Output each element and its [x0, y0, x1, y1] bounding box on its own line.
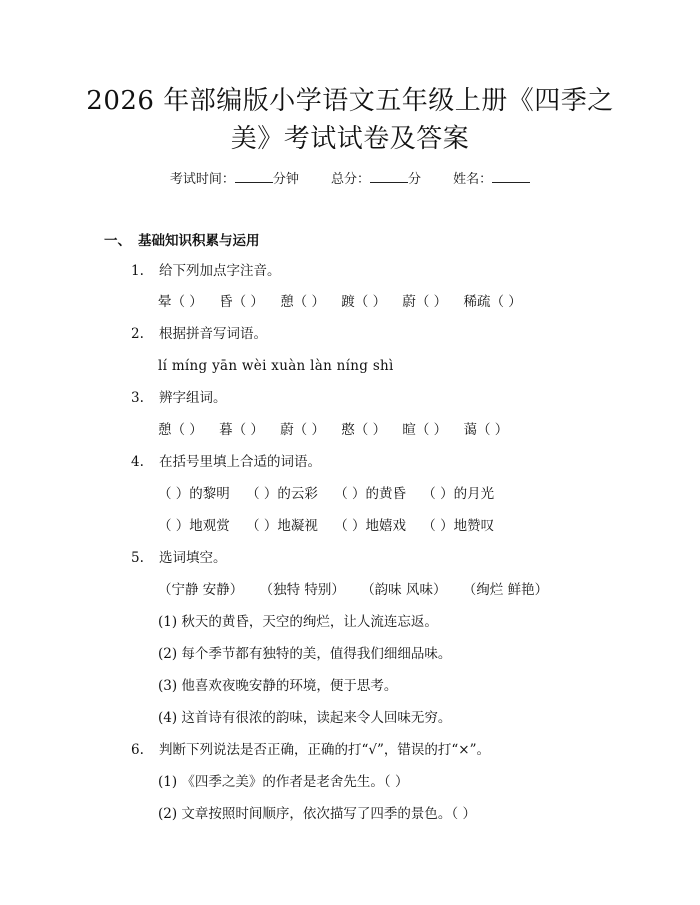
judge-statement-1: (1) 《四季之美》的作者是老舍先生。（ ）	[158, 774, 409, 790]
total-score-blank[interactable]	[370, 170, 408, 183]
word-option: （韵味 风味）	[361, 582, 447, 598]
answer-item[interactable]: （ ）地观赏	[158, 518, 230, 534]
question-1	[131, 262, 281, 280]
question-4	[131, 453, 321, 471]
answer-item[interactable]: 蔼（ ）	[463, 422, 509, 438]
question-number: 3.	[131, 390, 144, 406]
exam-time	[170, 170, 299, 189]
answer-item[interactable]: 晕（ ）	[158, 294, 203, 310]
section-number: 一、	[104, 233, 131, 249]
fill-sentence-3: (3) 他喜欢夜晚安静的环境，便于思考。	[158, 678, 398, 694]
word-option: （绚烂 鲜艳）	[462, 582, 549, 598]
answer-item[interactable]: （ ）的黎明	[158, 486, 230, 502]
word-option: （宁静 安静）	[158, 582, 244, 598]
question-3	[131, 389, 227, 407]
answer-item[interactable]: （ ）的云彩	[246, 486, 318, 502]
question-number: 2.	[131, 326, 144, 342]
exam-time-blank[interactable]	[235, 170, 273, 183]
fill-sentence-4: (4) 这首诗有很浓的韵味，读起来令人回味无穷。	[158, 710, 452, 726]
answer-item[interactable]: 暄（ ）	[402, 422, 448, 438]
question-text: 判断下列说法是否正确，正确的打“√”，错误的打“×”。	[159, 742, 491, 758]
exam-time-label: 考试时间：	[169, 172, 235, 187]
answer-item[interactable]: （ ）地嬉戏	[334, 518, 406, 534]
total-score-unit: 分	[408, 172, 422, 187]
total-score	[331, 170, 421, 189]
question-text: 给下列加点字注音。	[159, 263, 281, 279]
question-2-pinyin: lí míng yān wèi xuàn làn níng shì	[158, 358, 394, 374]
answer-item[interactable]: 蔚（ ）	[402, 294, 448, 310]
total-score-label: 总分：	[330, 172, 370, 187]
question-text: 辨字组词。	[159, 390, 227, 406]
question-number: 1.	[131, 263, 144, 279]
question-text: 在括号里填上合适的词语。	[159, 454, 321, 470]
answer-item[interactable]: 憩（ ）	[280, 294, 325, 310]
question-5	[131, 549, 227, 567]
answer-item[interactable]: 憩（ ）	[158, 422, 203, 438]
judge-statement-2: (2) 文章按照时间顺序，依次描写了四季的景色。（ ）	[158, 806, 476, 822]
title-line-2: 美》考试试卷及答案	[230, 124, 470, 154]
question-1-items	[158, 293, 534, 311]
fill-sentence-1: (1) 秋天的黄昏，天空的绚烂，让人流连忘返。	[158, 614, 438, 630]
question-number: 5.	[131, 550, 144, 566]
question-4-row-1	[158, 485, 506, 503]
word-options	[158, 581, 560, 599]
section-heading	[104, 229, 260, 249]
question-6	[131, 741, 490, 759]
answer-item[interactable]: （ ）的黄昏	[334, 486, 406, 502]
question-number: 4.	[131, 454, 144, 470]
answer-item[interactable]: 暮（ ）	[219, 422, 264, 438]
fill-sentence-2: (2) 每个季节都有独特的美，值得我们细细品味。	[158, 646, 452, 662]
answer-item[interactable]: 踱（ ）	[341, 294, 387, 310]
answer-item[interactable]: （ ）地凝视	[246, 518, 318, 534]
question-text: 根据拼音写词语。	[159, 326, 267, 342]
answer-item[interactable]: （ ）地赞叹	[422, 518, 495, 534]
exam-time-unit: 分钟	[272, 172, 299, 187]
section-title: 基础知识积累与运用	[138, 233, 260, 249]
student-name-blank[interactable]	[492, 170, 530, 183]
answer-item[interactable]: 憨（ ）	[341, 422, 387, 438]
question-2	[131, 325, 267, 343]
question-text: 选词填空。	[159, 550, 227, 566]
answer-item[interactable]: （ ）的月光	[422, 486, 495, 502]
question-3-items	[158, 421, 520, 439]
question-number: 6.	[131, 742, 144, 758]
student-name-label: 姓名：	[453, 172, 493, 187]
question-4-row-2	[158, 517, 506, 535]
answer-item[interactable]: 昏（ ）	[219, 294, 264, 310]
answer-item[interactable]: 稀疏（ ）	[463, 294, 522, 310]
answer-item[interactable]: 蔚（ ）	[280, 422, 325, 438]
word-option: （独特 特别）	[259, 582, 345, 598]
student-name	[453, 170, 530, 189]
title-line-1: 2026 年部编版小学语文五年级上册《四季之	[86, 86, 614, 116]
document-title	[60, 82, 640, 158]
exam-info	[0, 170, 700, 189]
